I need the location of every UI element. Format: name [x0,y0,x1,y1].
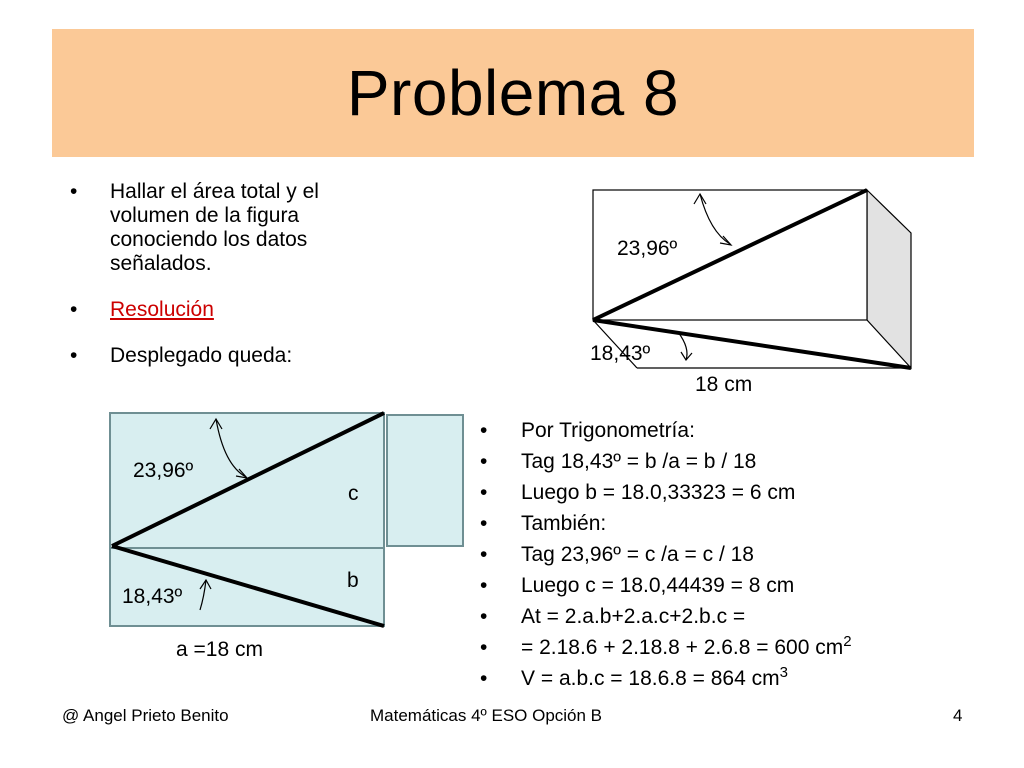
right-bullet [480,446,1000,477]
bullet-superscript: 3 [779,664,788,681]
right-bullet [480,539,1000,570]
bullet-text: También: [521,512,607,535]
title-bar [52,29,974,157]
footer-course: Matemáticas 4º ESO Opción B [370,706,603,725]
bullet-unfolded [70,344,400,368]
net-angle-top-label: 23,96º [133,459,194,482]
bullet-resolution [70,298,400,322]
bullet-text: Luego c = 18.0,44439 = 8 cm [521,574,795,597]
unfolded-text: Desplegado queda: [110,344,293,367]
bullet-intro [70,180,400,276]
left-bullet-list [70,180,400,368]
right-bullet [480,663,1000,694]
net-side-a-label: a =18 cm [176,638,263,661]
bullet-text: At = 2.a.b+2.a.c+2.b.c = [521,605,746,628]
right-bullet [480,601,1000,632]
bullet-text: = 2.18.6 + 2.18.8 + 2.6.8 = 600 cm [521,636,844,659]
net-side-c-label: c [348,482,359,505]
net-side-b-label: b [347,569,359,592]
bullet-superscript: 2 [843,633,852,650]
right-bullet [480,632,1000,663]
bullet-text: Luego b = 18.0,33323 = 6 cm [521,481,796,504]
bullet-text: Tag 23,96º = c /a = c / 18 [521,543,754,566]
intro-text: Hallar el área total y el volumen de la figura conociendo los datos señalados. [110,180,319,275]
prism-angle-bottom-label: 18,43º [590,342,651,365]
prism-angle-arc-bottom [678,332,687,360]
bullet-text: Por Trigonometría: [521,419,695,442]
footer-author: @ Angel Prieto Benito [62,706,229,725]
bullet-text: Tag 18,43º = b /a = b / 18 [521,450,757,473]
prism-angle-top-label: 23,96º [617,237,678,260]
prism-figure [560,180,940,405]
net-face-right [387,415,463,546]
bullet-text: V = a.b.c = 18.6.8 = 864 cm [521,667,780,690]
right-bullet-list [480,415,1000,694]
footer-page-number: 4 [953,706,963,725]
right-bullet [480,477,1000,508]
prism-length-label: 18 cm [695,373,753,396]
resolution-link[interactable]: Resolución [110,298,214,321]
right-bullet [480,508,1000,539]
slide-title: Problema 8 [346,57,680,129]
net-figure [100,405,480,675]
right-bullet [480,570,1000,601]
net-angle-bottom-label: 18,43º [122,585,183,608]
prism-side-face [867,190,911,368]
right-bullet [480,415,1000,446]
